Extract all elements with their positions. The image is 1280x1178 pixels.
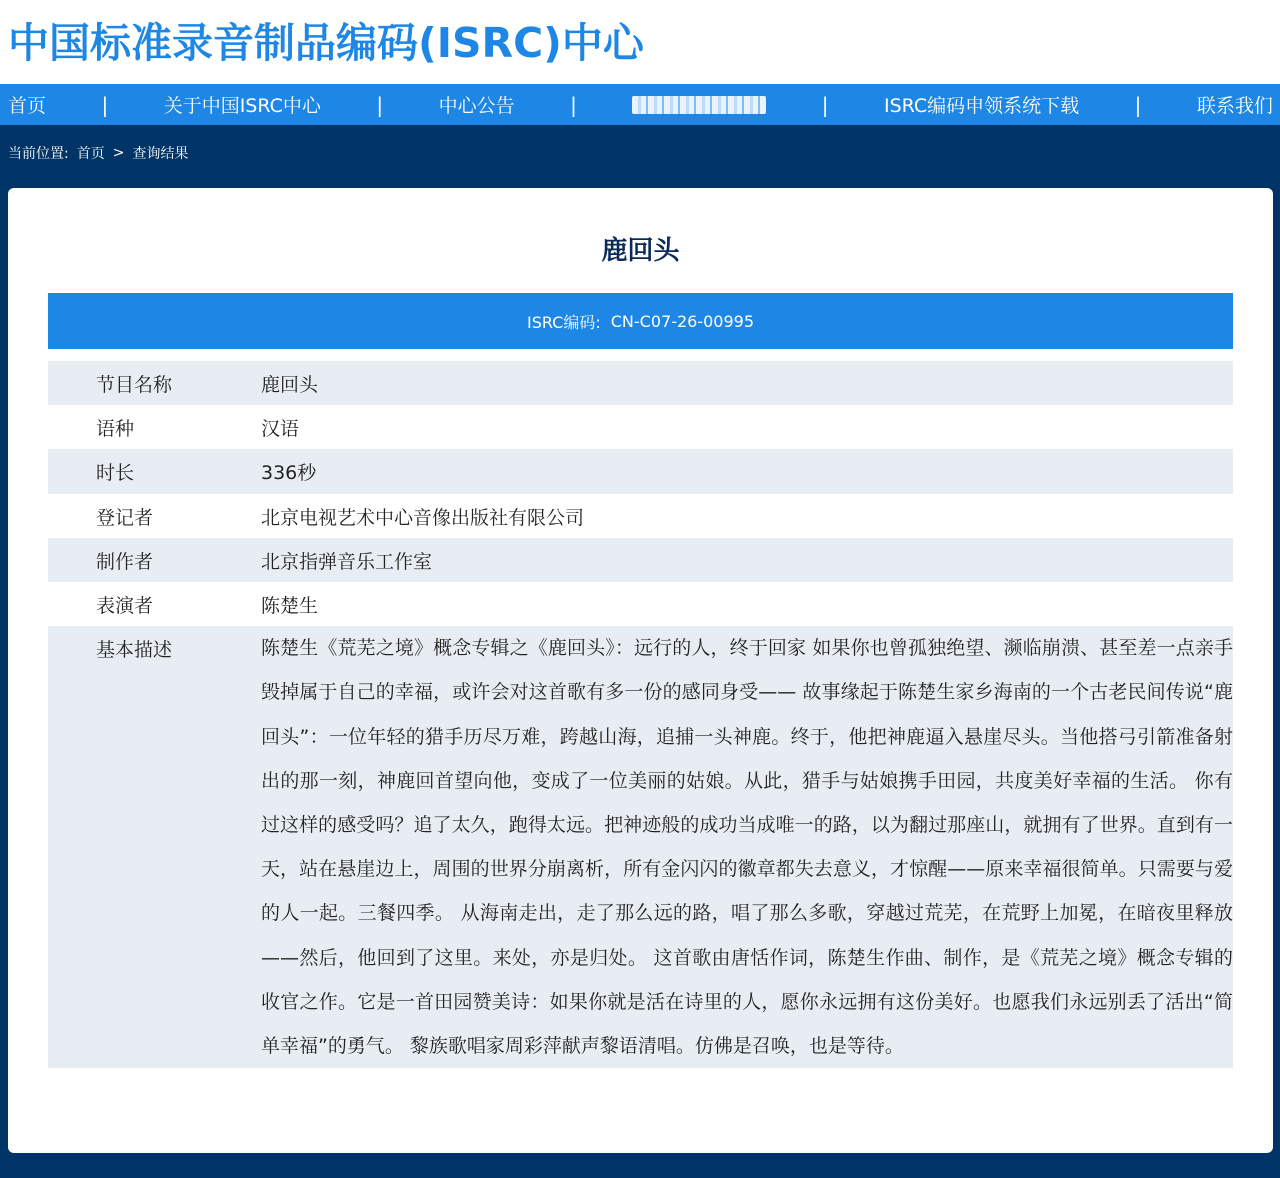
site-title[interactable]: 中国标准录音制品编码(ISRC)中心 — [8, 19, 644, 67]
table-row — [48, 405, 1233, 449]
nav-separator: | — [1134, 92, 1142, 117]
nav-item-contact[interactable]: 联系我们 — [1196, 95, 1273, 117]
site-header — [0, 0, 1280, 84]
description-cell — [261, 626, 1233, 1068]
description-label: 基本描述 — [48, 626, 261, 1068]
field-value: 陈楚生 — [261, 582, 1233, 626]
table-row — [48, 494, 1233, 538]
table-row — [48, 361, 1233, 405]
main-nav — [0, 84, 1280, 125]
nav-item-announcements[interactable]: 中心公告 — [438, 95, 515, 117]
table-row — [48, 449, 1233, 493]
isrc-code: CN-C07-26-00995 — [610, 311, 754, 331]
nav-separator: | — [570, 92, 577, 117]
description-row — [48, 626, 1233, 1068]
obscured-label-block — [632, 96, 766, 114]
isrc-label: ISRC编码: — [526, 312, 601, 332]
field-label: 时长 — [48, 449, 261, 493]
breadcrumb-prefix: 当前位置: — [8, 146, 69, 162]
breadcrumb-home-link[interactable]: 首页 — [76, 146, 105, 162]
field-label: 语种 — [48, 405, 261, 449]
field-value: 鹿回头 — [261, 361, 1233, 405]
nav-separator: | — [821, 92, 829, 117]
nav-separator: | — [101, 92, 109, 117]
field-label: 登记者 — [48, 494, 261, 538]
breadcrumb-current: 查询结果 — [132, 146, 189, 162]
isrc-bar — [48, 293, 1233, 349]
nav-item-about[interactable]: 关于中国ISRC中心 — [163, 95, 321, 117]
field-label: 制作者 — [48, 538, 261, 582]
field-value: 336秒 — [261, 449, 1233, 493]
result-card — [8, 188, 1273, 1153]
table-row — [48, 582, 1233, 626]
info-table — [48, 361, 1233, 1068]
main-area — [0, 125, 1280, 1178]
field-value: 北京电视艺术中心音像出版社有限公司 — [261, 494, 1233, 538]
nav-item-home[interactable]: 首页 — [8, 95, 47, 117]
nav-item-obscured[interactable] — [632, 96, 766, 114]
song-title: 鹿回头 — [601, 236, 680, 266]
field-label: 节目名称 — [48, 361, 261, 405]
nav-separator: | — [376, 92, 384, 117]
description-text: 陈楚生《荒芜之境》概念专辑之《鹿回头》：远行的人，终于回家 如果你也曾孤独绝望、濒临崩溃、甚至差一点亲手毁掉属于自己的幸福，或许会对这首歌有多一份的感同身受—— 故事缘起于陈楚生家乡海南的一个古老民间传说“鹿回头”：一位年轻的猎手历尽万难，跨越山海，追捕一头神鹿。终于，他把神鹿逼入悬崖尽头。当他搭弓引箭准备射出的那一刻，神鹿回首望向他，变成了一位美丽的姑娘。从此，猎手与姑娘携手田园，共度美好幸福的生活。 你有过这样的感受吗？追了太久，跑得太远。把神迹般的成功当成唯一的路，以为翻过那座山，就拥有了世界。直到有一天，站在悬崖边上，周围的世界分崩离析，所有金闪闪的徽章都失去意义，才惊醒——原来幸福很简单。只需要与爱的人一起。三餐四季。 从海南走出，走了那么远的路，唱了那么多歌，穿越过荒芜，在荒野上加冕，在暗夜里释放——然后，他回到了这里。来处，亦是归处。 这首歌由唐恬作词，陈楚生作曲、制作，是《荒芜之境》概念专辑的收官之作。它是一首田园赞美诗：如果你就是活在诗里的人，愿你永远拥有这份美好。也愿我们永远别丢了活出“简单幸福”的勇气。 黎族歌唱家周彩萍献声黎语清唱。仿佛是召唤，也是等待。 — [261, 637, 1233, 1057]
table-row — [48, 538, 1233, 582]
nav-item-download[interactable]: ISRC编码申领系统下载 — [883, 95, 1080, 117]
field-label: 表演者 — [48, 582, 261, 626]
breadcrumb — [8, 143, 188, 163]
breadcrumb-separator: > — [112, 145, 125, 161]
field-value: 北京指弹音乐工作室 — [261, 538, 1233, 582]
field-value: 汉语 — [261, 405, 1233, 449]
